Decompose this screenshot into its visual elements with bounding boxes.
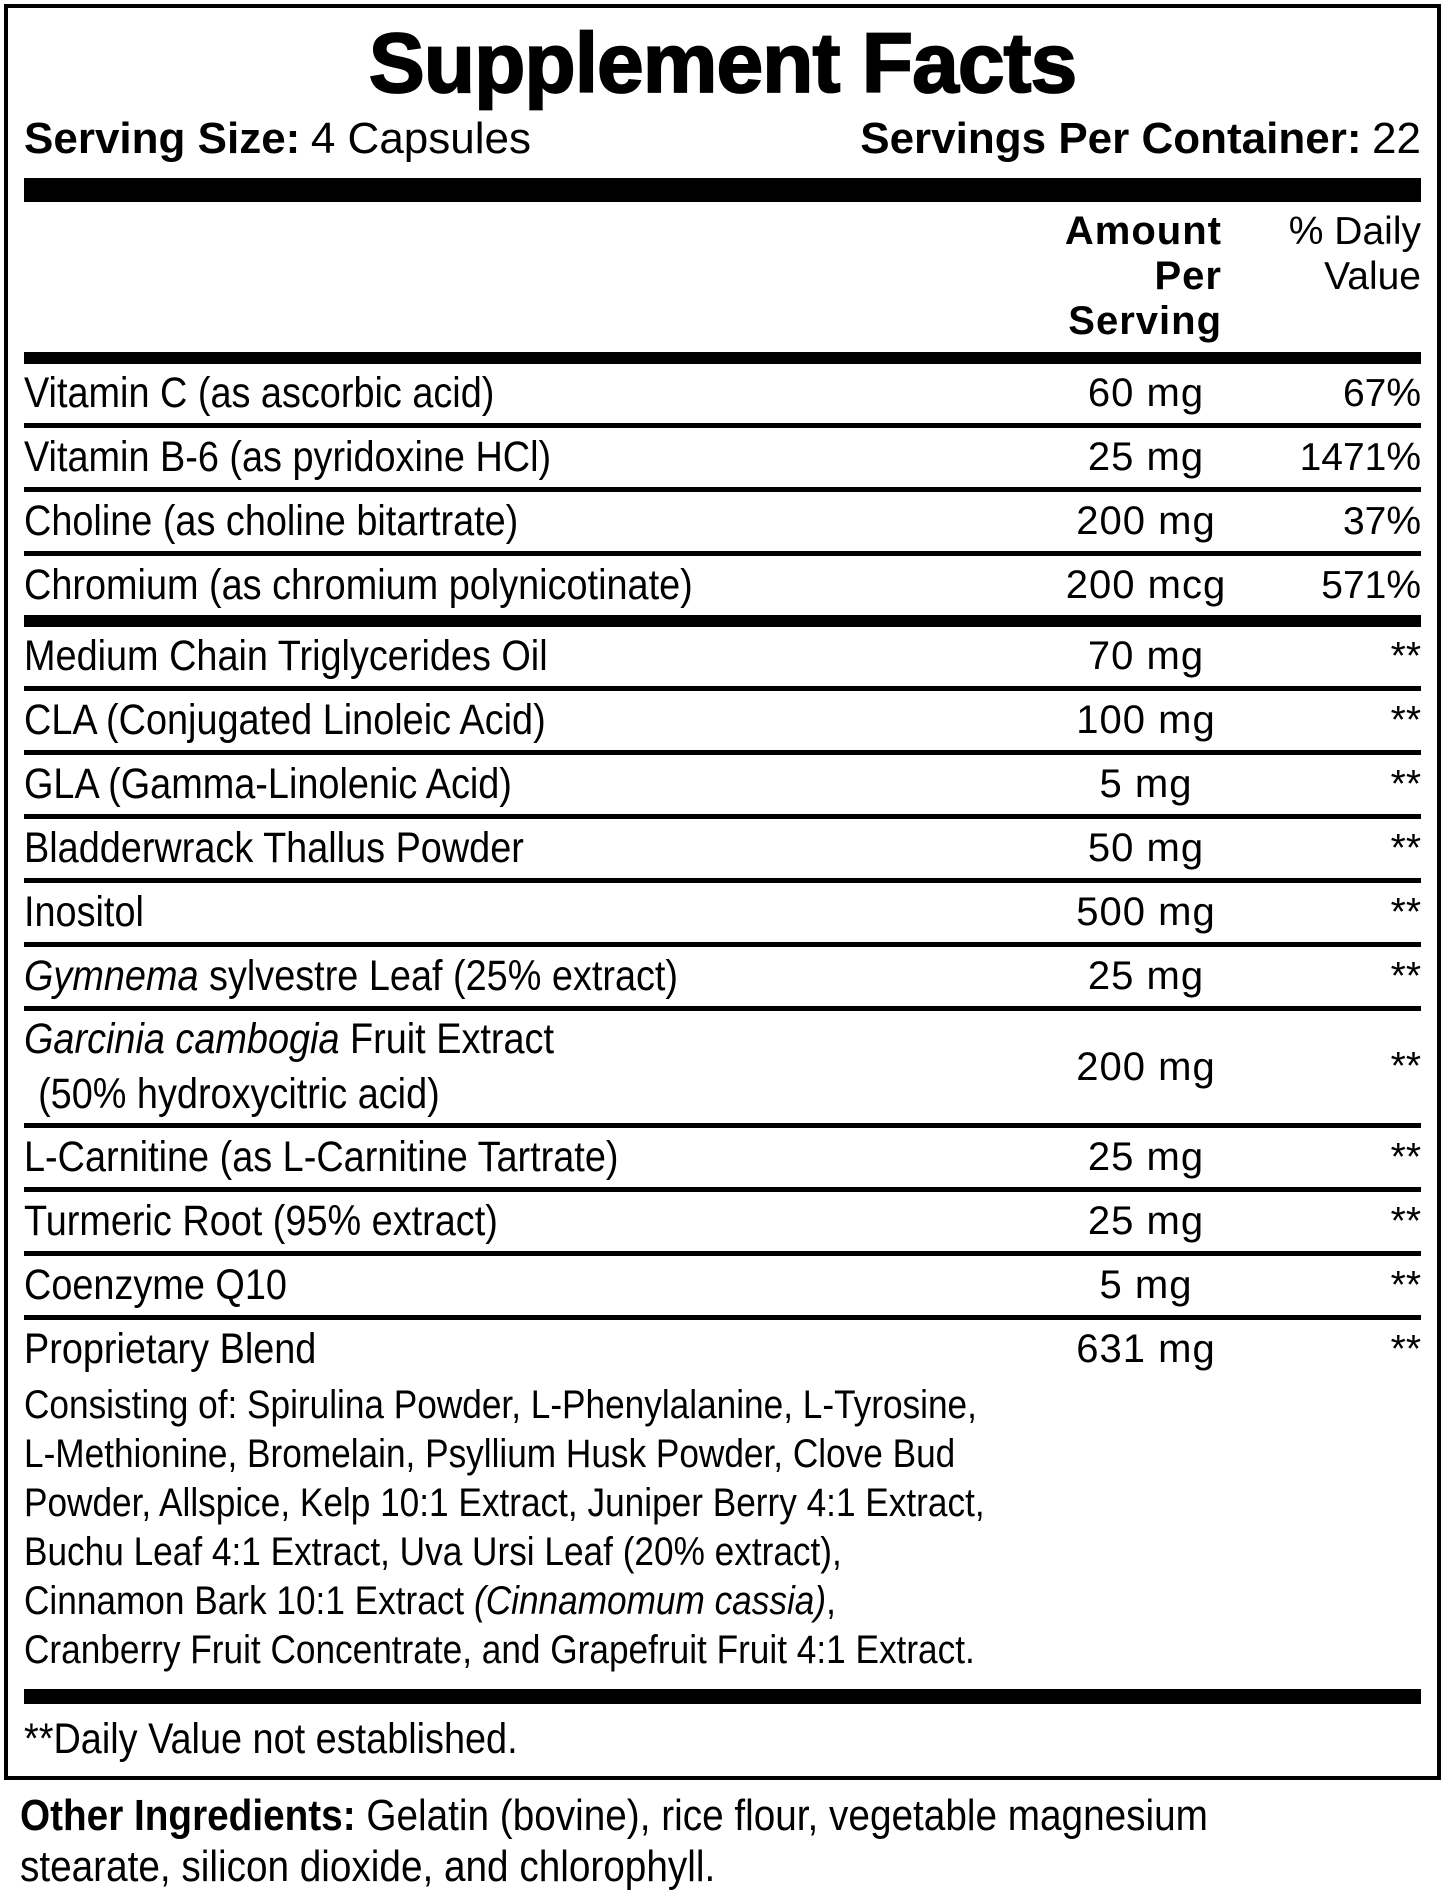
ingredient-name — [24, 560, 1021, 611]
ingredient-amount — [1021, 1199, 1271, 1244]
ingredient-row — [24, 551, 1421, 615]
ingredient-name — [24, 1132, 1021, 1183]
text-segment: L-Methionine, Bromelain, Psyllium Husk Powder, Clove Bud — [24, 1432, 956, 1476]
other-ingredients — [20, 1790, 1445, 1892]
blend-description-line — [24, 1479, 1253, 1528]
text-segment: Turmeric Root (95% extract) — [24, 1197, 498, 1245]
ingredient-column-spacer — [24, 209, 1021, 344]
ingredient-name-line — [24, 631, 901, 682]
ingredient-daily-value — [1271, 763, 1421, 807]
blend-description-line — [24, 1430, 1253, 1479]
ingredient-name-line — [24, 1012, 901, 1067]
amount-value: 60 mg — [1087, 371, 1205, 415]
ingredient-name-line — [24, 496, 901, 547]
daily-value: 37% — [1342, 499, 1421, 543]
ingredient-name — [24, 1260, 1021, 1311]
blend-description-line — [24, 1577, 1253, 1626]
ingredient-name — [24, 1196, 1021, 1247]
ingredient-daily-value — [1271, 564, 1421, 608]
blend-description-line — [24, 1528, 1253, 1577]
daily-value: ** — [1390, 1045, 1421, 1088]
ingredient-daily-value — [1271, 955, 1421, 999]
ingredient-name — [24, 1324, 1021, 1375]
daily-value: ** — [1390, 634, 1421, 678]
ingredient-daily-value — [1271, 1045, 1421, 1089]
amount-value: 100 mg — [1076, 698, 1216, 742]
daily-value: ** — [1390, 1135, 1421, 1179]
ingredient-row — [24, 364, 1421, 423]
text-segment: Cinnamon Bark 10:1 Extract — [24, 1579, 474, 1623]
amount-header-line2: Serving — [1068, 299, 1222, 343]
supplement-label-page — [0, 4, 1445, 1891]
dv-header-line1: % Daily — [1288, 210, 1421, 253]
daily-value: ** — [1390, 826, 1421, 870]
daily-value: ** — [1390, 890, 1421, 934]
text-segment: GLA (Gamma-Linolenic Acid) — [24, 760, 512, 808]
daily-value-header — [1271, 209, 1421, 344]
serving-size — [24, 114, 531, 164]
text-segment: Bladderwrack Thallus Powder — [24, 824, 524, 872]
ingredient-name — [24, 631, 1021, 682]
ingredient-daily-value — [1271, 635, 1421, 679]
ingredient-daily-value — [1271, 699, 1421, 743]
ingredient-name — [24, 695, 1021, 746]
text-segment: Consisting of: Spirulina Powder, L-Phenylalanine, L-Tyrosine, — [24, 1383, 977, 1427]
text-segment: Proprietary Blend — [24, 1325, 317, 1373]
ingredient-row — [24, 1315, 1421, 1379]
ingredient-amount — [1021, 634, 1271, 679]
amount-header-line1: Amount Per — [1064, 209, 1222, 298]
ingredient-row — [24, 423, 1421, 487]
ingredient-name — [24, 432, 1021, 483]
amount-value: 500 mg — [1076, 890, 1216, 934]
ingredient-row — [24, 1006, 1421, 1123]
text-segment: Cranberry Fruit Concentrate, and Grapefruit Fruit 4:1 Extract. — [24, 1628, 975, 1672]
blend-description-line — [24, 1381, 1253, 1430]
amount-value: 5 mg — [1099, 762, 1193, 806]
other-ingredients-line1-text: Gelatin (bovine), rice flour, vegetable magnesium — [355, 1791, 1208, 1840]
ingredient-row — [24, 750, 1421, 814]
servings-per-container-value: 22 — [1372, 114, 1421, 163]
ingredient-row — [24, 627, 1421, 686]
ingredient-amount — [1021, 371, 1271, 416]
ingredient-amount — [1021, 563, 1271, 608]
ingredient-amount — [1021, 826, 1271, 871]
blend-description-line — [24, 1626, 1253, 1675]
ingredient-row — [24, 487, 1421, 551]
text-segment: Vitamin B-6 (as pyridoxine HCl) — [24, 433, 552, 481]
ingredient-name — [24, 759, 1021, 810]
ingredient-amount — [1021, 499, 1271, 544]
servings-per-container-label: Servings Per Container: — [860, 114, 1362, 163]
ingredient-amount — [1021, 1263, 1271, 1308]
servings-per-container — [860, 114, 1421, 164]
ingredient-amount — [1021, 954, 1271, 999]
ingredient-row — [24, 1123, 1421, 1187]
ingredient-amount — [1021, 1135, 1271, 1180]
ingredient-daily-value — [1271, 1264, 1421, 1308]
ingredient-name-line — [24, 1196, 901, 1247]
panel-title: Supplement Facts — [368, 16, 1077, 110]
text-segment: Chromium (as chromium polynicotinate) — [24, 561, 693, 609]
blend-description — [24, 1379, 1421, 1681]
other-ingredients-line2: stearate, silicon dioxide, and chlorophyll. — [20, 1842, 716, 1891]
column-headers — [24, 202, 1421, 352]
ingredient-amount — [1021, 762, 1271, 807]
text-segment: sylvestre Leaf (25% extract) — [198, 952, 679, 1000]
text-segment: Vitamin C (as ascorbic acid) — [24, 369, 495, 417]
daily-value: 1471% — [1299, 435, 1421, 479]
text-segment: Coenzyme Q10 — [24, 1261, 287, 1309]
thick-divider-bar-top — [24, 178, 1421, 202]
other-ingredients-label: Other Ingredients: — [20, 1791, 356, 1840]
serving-size-value: 4 Capsules — [310, 114, 531, 163]
dv-header-line2: Value — [1324, 255, 1421, 298]
ingredient-daily-value — [1271, 1200, 1421, 1244]
text-segment: Buchu Leaf 4:1 Extract, Uva Ursi Leaf (20% extract), — [24, 1530, 842, 1574]
ingredient-amount — [1021, 435, 1271, 480]
serving-size-label: Serving Size: — [24, 114, 301, 163]
ingredient-daily-value — [1271, 436, 1421, 480]
ingredient-name-line — [24, 887, 901, 938]
latin-name: (Cinnamomum cassia) — [473, 1579, 827, 1623]
amount-value: 200 mg — [1076, 499, 1216, 543]
daily-value: 67% — [1342, 371, 1421, 415]
daily-value: ** — [1390, 698, 1421, 742]
ingredient-section — [24, 627, 1421, 1681]
ingredient-name-line — [24, 368, 901, 419]
ingredient-name-line — [24, 1324, 901, 1375]
other-ingredients-line1 — [20, 1790, 1274, 1841]
ingredient-daily-value — [1271, 372, 1421, 416]
ingredient-name — [24, 951, 1021, 1002]
text-segment: Inositol — [24, 888, 144, 936]
amount-value: 25 mg — [1087, 1135, 1205, 1179]
daily-value-footnote — [24, 1704, 1421, 1764]
amount-value: 70 mg — [1087, 634, 1205, 678]
ingredient-name — [24, 368, 1021, 419]
ingredient-row — [24, 878, 1421, 942]
ingredient-row — [24, 1187, 1421, 1251]
ingredient-name — [24, 823, 1021, 874]
amount-value: 200 mcg — [1065, 563, 1227, 607]
text-segment: CLA (Conjugated Linoleic Acid) — [24, 696, 546, 744]
ingredient-row — [24, 1251, 1421, 1315]
section-divider-bar — [24, 615, 1421, 627]
amount-value: 25 mg — [1087, 1199, 1205, 1243]
ingredient-section — [24, 364, 1421, 615]
ingredient-name-line2: (50% hydroxycitric acid) — [38, 1070, 440, 1118]
amount-value: 25 mg — [1087, 435, 1205, 479]
daily-value-footnote-text: **Daily Value not established. — [24, 1715, 518, 1763]
daily-value: ** — [1390, 954, 1421, 998]
latin-name: Gymnema — [24, 952, 199, 1000]
supplement-facts-panel — [4, 4, 1441, 1780]
divider-bar-below-headers — [24, 352, 1421, 364]
ingredient-row — [24, 686, 1421, 750]
text-segment: Medium Chain Triglycerides Oil — [24, 632, 548, 680]
text-segment: Powder, Allspice, Kelp 10:1 Extract, Juniper Berry 4:1 Extract, — [24, 1481, 985, 1525]
ingredient-name-line — [24, 560, 901, 611]
amount-value: 5 mg — [1099, 1263, 1193, 1307]
ingredient-sections — [24, 364, 1421, 1681]
daily-value: ** — [1390, 762, 1421, 806]
daily-value: ** — [1390, 1327, 1421, 1371]
ingredient-amount — [1021, 698, 1271, 743]
amount-value: 631 mg — [1076, 1327, 1216, 1371]
text-segment: Choline (as choline bitartrate) — [24, 497, 519, 545]
text-segment: Fruit Extract — [339, 1015, 554, 1063]
amount-value: 25 mg — [1087, 954, 1205, 998]
ingredient-name-line — [24, 823, 901, 874]
divider-bar-above-footnote — [24, 1689, 1421, 1704]
ingredient-name — [24, 496, 1021, 547]
ingredient-daily-value — [1271, 827, 1421, 871]
amount-value: 50 mg — [1087, 826, 1205, 870]
ingredient-name-line — [24, 695, 901, 746]
amount-value: 200 mg — [1076, 1044, 1216, 1089]
ingredient-amount — [1021, 1045, 1271, 1090]
ingredient-amount — [1021, 1327, 1271, 1372]
ingredient-name-line — [24, 1260, 901, 1311]
ingredient-daily-value — [1271, 891, 1421, 935]
daily-value: ** — [1390, 1199, 1421, 1243]
text-segment: L-Carnitine (as L-Carnitine Tartrate) — [24, 1133, 619, 1181]
daily-value: 571% — [1321, 563, 1421, 607]
amount-per-serving-header — [1021, 209, 1271, 344]
ingredient-row — [24, 814, 1421, 878]
ingredient-daily-value — [1271, 1136, 1421, 1180]
text-segment: , — [826, 1579, 836, 1623]
serving-info — [24, 114, 1421, 164]
ingredient-daily-value — [1271, 1328, 1421, 1372]
ingredient-amount — [1021, 890, 1271, 935]
latin-name: Garcinia cambogia — [24, 1015, 340, 1063]
ingredient-name-line — [24, 759, 901, 810]
ingredient-name-line — [24, 951, 901, 1002]
ingredient-name — [24, 887, 1021, 938]
daily-value: ** — [1390, 1263, 1421, 1307]
ingredient-daily-value — [1271, 500, 1421, 544]
ingredient-name-line — [24, 1132, 901, 1183]
ingredient-name — [24, 1012, 1021, 1122]
ingredient-row — [24, 942, 1421, 1006]
ingredient-name-line — [24, 432, 901, 483]
